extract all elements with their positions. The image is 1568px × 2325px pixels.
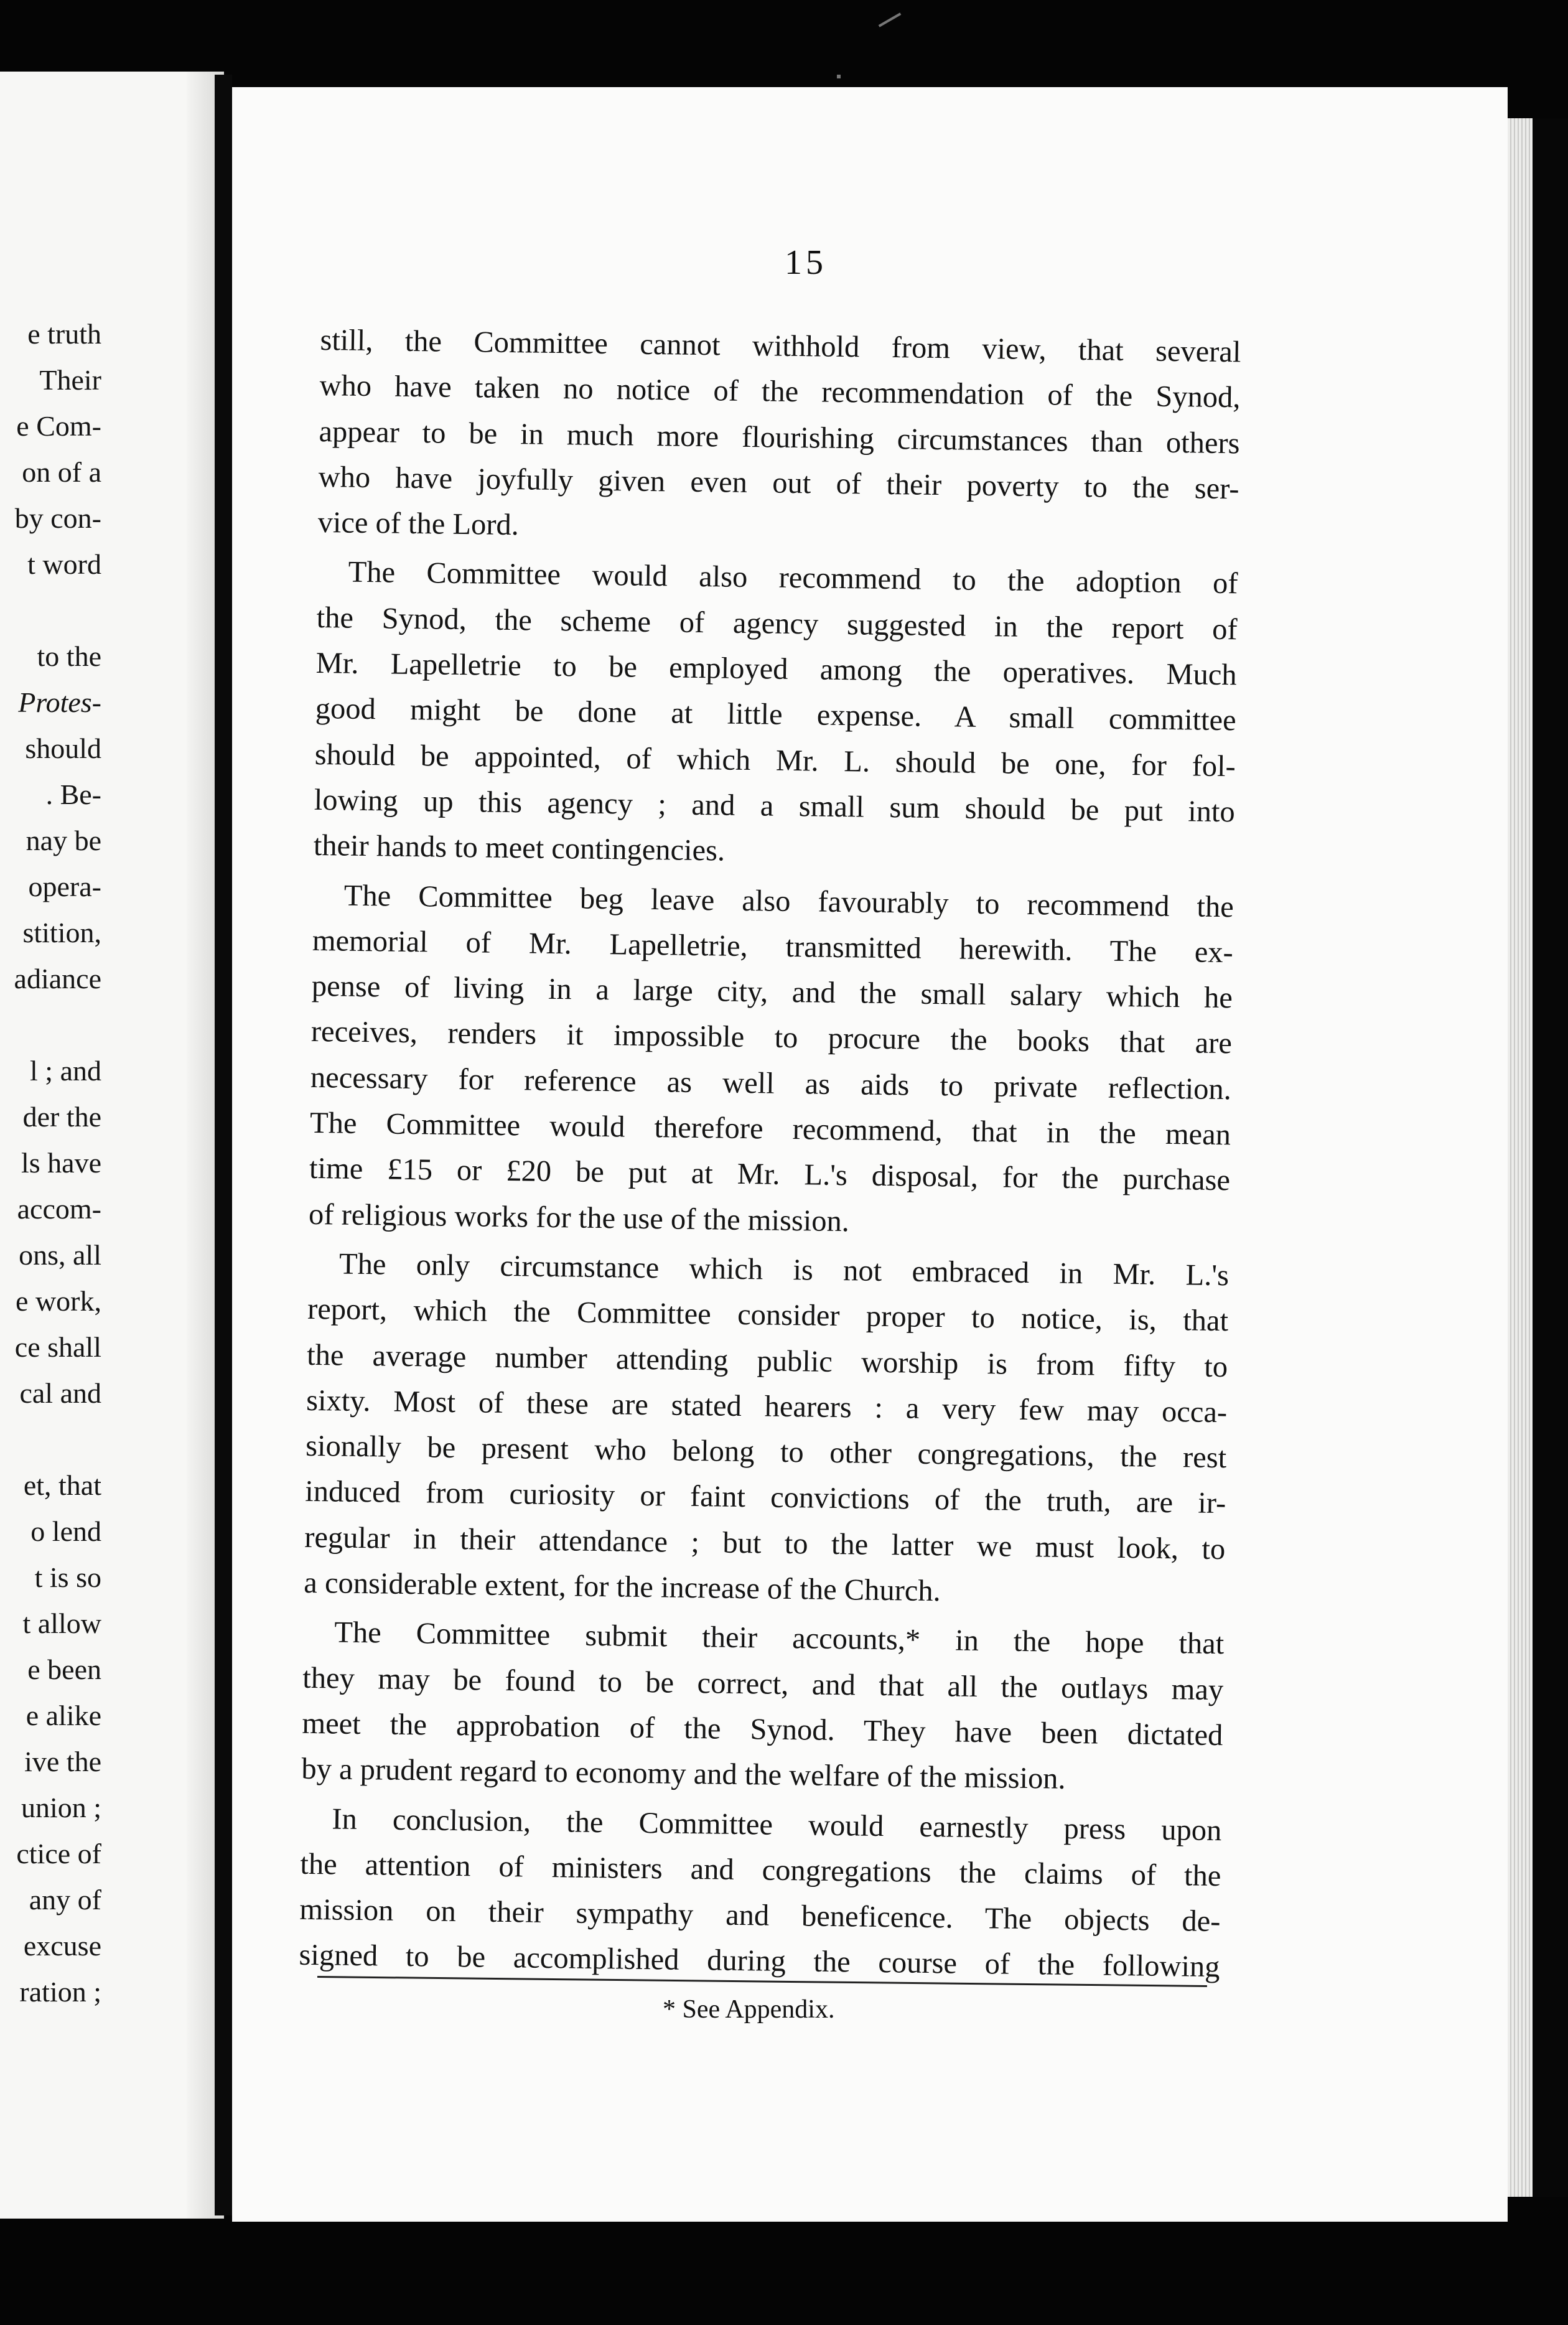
left-page-line: e been bbox=[27, 1654, 101, 1685]
text-line: pense of living in a large city, and the small salary which he bbox=[311, 970, 1233, 1015]
left-page-line: cal and bbox=[19, 1377, 101, 1409]
left-page-line: on of a bbox=[22, 456, 101, 488]
left-page-line: ration ; bbox=[19, 1976, 101, 2008]
text-line: necessary for reference as well as aids to private reflection. bbox=[310, 1060, 1232, 1106]
left-page-line: ls have bbox=[21, 1147, 101, 1179]
footnote: * See Appendix. bbox=[663, 1995, 835, 2024]
text-line: the attention of ministers and congregations the claims of the bbox=[300, 1847, 1221, 1892]
scan-speck bbox=[879, 12, 902, 27]
text-line: signed to be accomplished during the course of the following bbox=[299, 1939, 1220, 1984]
left-page-line: ive the bbox=[24, 1746, 101, 1777]
text-line: regular in their attendance ; but to the latter we must look, to bbox=[304, 1520, 1226, 1566]
paragraph bbox=[313, 549, 1238, 880]
left-page-line: e alike bbox=[26, 1700, 101, 1731]
text-line: meet the approbation of the Synod. They have been dictated bbox=[302, 1706, 1223, 1752]
text-line: still, the Committee cannot withhold from view, that several bbox=[320, 323, 1241, 369]
book-gutter bbox=[215, 75, 232, 2215]
text-line: appear to be in much more flourishing circumstances than others bbox=[319, 414, 1240, 460]
left-page-line: Their bbox=[39, 364, 101, 396]
left-page-line: accom- bbox=[17, 1193, 101, 1225]
text-line: In conclusion, the Committee would earnestly press upon bbox=[332, 1802, 1222, 1847]
left-page-line: any of bbox=[29, 1884, 101, 1916]
text-line: by a prudent regard to economy and the welfare of the mission. bbox=[301, 1752, 1066, 1796]
text-line: of religious works for the use of the mission. bbox=[308, 1197, 850, 1238]
scan-speck bbox=[837, 75, 841, 78]
text-line: The Committee beg leave also favourably to recommend the bbox=[343, 879, 1234, 924]
left-page-line: e work, bbox=[16, 1285, 101, 1317]
paragraph bbox=[299, 1795, 1222, 1990]
text-line: a considerable extent, for the increase of the Church. bbox=[304, 1566, 941, 1608]
text-line: who have joyfully given even out of their poverty to the ser- bbox=[318, 460, 1239, 506]
page-number: 15 bbox=[785, 243, 827, 282]
text-line: who have taken no notice of the recommendation of the Synod, bbox=[319, 369, 1241, 414]
text-line: sionally be present who belong to other congregations, the rest bbox=[305, 1429, 1227, 1475]
text-line: their hands to meet contingencies. bbox=[313, 829, 726, 868]
left-page-line: e truth bbox=[27, 318, 101, 350]
text-line: they may be found to be correct, and that all the outlays may bbox=[302, 1661, 1224, 1706]
left-page-line: opera- bbox=[28, 871, 101, 902]
text-line: sixty. Most of these are stated hearers : a very few may occa- bbox=[306, 1383, 1228, 1429]
left-page-line: adiance bbox=[14, 963, 101, 994]
left-page-line: ons, all bbox=[19, 1239, 101, 1271]
text-line: time £15 or £20 be put at Mr. L.'s disposal, for the purchase bbox=[309, 1152, 1231, 1197]
paragraph bbox=[301, 1609, 1225, 1804]
text-line: Mr. Lapelletrie to be employed among the operatives. Much bbox=[315, 647, 1237, 692]
left-page-line: der the bbox=[22, 1101, 101, 1133]
text-line: good might be done at little expense. A small committee bbox=[315, 692, 1236, 737]
text-line: vice of the Lord. bbox=[317, 506, 520, 542]
left-page-line: stition, bbox=[22, 917, 101, 948]
left-page-line: ce shall bbox=[14, 1331, 101, 1363]
text-line: The Committee submit their accounts,* in the hope that bbox=[334, 1616, 1225, 1661]
left-page-line: union ; bbox=[21, 1792, 101, 1823]
paragraph bbox=[309, 872, 1234, 1249]
text-line: The only circumstance which is not embraced in Mr. L.'s bbox=[338, 1247, 1230, 1293]
text-line: the average number attending public worship is from fifty to bbox=[306, 1338, 1228, 1383]
left-page-line: t is so bbox=[34, 1561, 101, 1593]
left-page-line: t word bbox=[27, 548, 101, 580]
scan-border bbox=[1533, 118, 1568, 2197]
body-text bbox=[299, 317, 1241, 1994]
text-line: mission on their sympathy and beneficence. The objects de- bbox=[299, 1892, 1221, 1939]
left-page-line: ctice of bbox=[16, 1838, 101, 1869]
left-page-line: o lend bbox=[30, 1515, 101, 1547]
left-page-line: e Com- bbox=[16, 410, 101, 442]
left-page-line: et, that bbox=[23, 1469, 101, 1501]
left-page-line: should bbox=[25, 732, 101, 764]
left-page-line: excuse bbox=[23, 1930, 101, 1962]
text-line: receives, renders it impossible to procure the books that are bbox=[310, 1015, 1233, 1060]
left-page-line: nay be bbox=[26, 825, 101, 856]
text-line: the Synod, the scheme of agency suggested in the report of bbox=[316, 601, 1238, 647]
page-edges bbox=[1508, 118, 1533, 2197]
left-page-line: by con- bbox=[14, 502, 101, 534]
text-line: lowing up this agency ; and a small sum should be put into bbox=[314, 783, 1236, 829]
left-page-line: l ; and bbox=[30, 1055, 101, 1087]
text-line: induced from curiosity or faint convictions of the truth, are ir- bbox=[304, 1475, 1226, 1520]
text-line: The Committee would therefore recommend, that in the mean bbox=[309, 1106, 1231, 1152]
left-page-line: t allow bbox=[22, 1607, 101, 1639]
left-page-line: . Be- bbox=[45, 779, 101, 810]
left-page-line: to the bbox=[37, 640, 101, 672]
left-page-line: Protes- bbox=[18, 686, 101, 718]
text-line: The Committee would also recommend to the adoption of bbox=[348, 556, 1238, 601]
text-line: memorial of Mr. Lapelletrie, transmitted herewith. The ex- bbox=[312, 924, 1234, 970]
text-line: report, which the Committee consider proper to notice, is, that bbox=[307, 1293, 1229, 1338]
text-line: should be appointed, of which Mr. L. should be one, for fol- bbox=[314, 737, 1236, 783]
paragraph bbox=[304, 1241, 1230, 1618]
paragraph bbox=[317, 317, 1241, 558]
